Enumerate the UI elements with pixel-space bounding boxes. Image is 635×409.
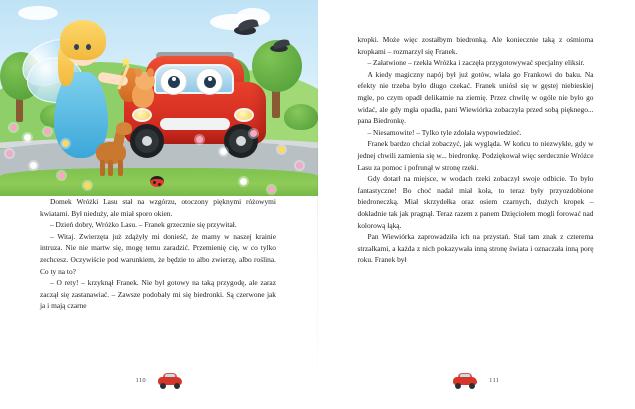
paragraph: A kiedy magiczny napój był już gotów, wlała go Frankowi do baku. Na efekty nie trzeba było długo czekać. Franek uniósł się w gęstej niebieskiej mgle, po czym opadł delikatnie na ziemię. Przez chwilę w ogóle nie było go widać, ale gdy mgła opadła, pani Wiewiórka zobaczyła przed sobą pięknego... pana Biedronkę. xyxy=(357,69,594,126)
paragraph: – Załatwione – rzekła Wróżka i zaczęła przygotowywać specjalny eliksir. xyxy=(367,58,585,68)
mini-car-icon xyxy=(158,373,182,388)
left-page-text xyxy=(40,196,276,312)
fairy-hair xyxy=(60,20,106,60)
deer-character xyxy=(92,120,134,176)
right-page-footer xyxy=(318,367,635,393)
bush-icon xyxy=(284,104,318,130)
flower-icon xyxy=(10,124,17,131)
right-page-text xyxy=(358,34,594,266)
car-headlight-right xyxy=(234,108,254,122)
car-wheel-left xyxy=(130,124,164,158)
scene-illustration xyxy=(0,0,318,196)
mini-car-icon xyxy=(453,373,477,388)
flower-icon xyxy=(268,186,275,193)
paragraph: kropki. Może więc zostałbym biedronką. Ale koniecznie taką z ośmioma kropkami – rozmarzył się Franek. xyxy=(357,35,594,56)
flower-icon xyxy=(250,130,257,137)
flower-icon xyxy=(240,178,247,185)
flower-icon xyxy=(84,182,91,189)
flower-icon xyxy=(24,134,31,141)
flower-icon xyxy=(196,136,203,143)
fairy-eye xyxy=(86,44,91,50)
paragraph: Pan Wiewiórka zaprowadziła ich na przystań. Stał tam znak z czterema strzałkami, a każda z nich pokazywała inną stronę świata i oznaczała inną porę roku. Franek był xyxy=(357,232,594,265)
flower-icon xyxy=(278,146,285,153)
fairy-eye xyxy=(74,44,79,50)
paragraph: – Witaj. Zwierzęta już zdążyły mi donieść, że mamy w naszej krainie intruza. Nie nie martw się, mogę temu zaradzić. Przemienię cię, w co tylko zechcesz. Oczywiście pod warunkiem, że będzie to albo zwierzę, albo roślina. Co ty na to? xyxy=(40,231,276,276)
flower-icon xyxy=(58,172,65,179)
flower-icon xyxy=(6,150,13,157)
ladybug-icon xyxy=(150,176,164,187)
paragraph: – Niesamowite! – Tylko tyle zdołała wypowiedzieć. xyxy=(367,127,522,137)
flower-icon xyxy=(220,148,227,155)
page-number: 110 xyxy=(135,376,146,384)
car-grille xyxy=(160,118,230,130)
flower-icon xyxy=(44,128,51,135)
flower-icon xyxy=(296,162,303,169)
flower-icon xyxy=(62,140,69,147)
car-eye-left xyxy=(160,68,187,95)
left-page-footer xyxy=(0,367,318,393)
paragraph: – Dzień dobry, Wróżko Lasu. – Franek grzecznie się przywitał. xyxy=(50,220,237,230)
book-gutter xyxy=(317,0,318,409)
paragraph: Franek bardzo chciał zobaczyć, jak wygląda. W końcu to niezwykłe, gdy w jednej chwili zamienia się w... biedronkę. Podziękował więc serdecznie Wróżce Lasu za pomoc i pofrunął w stronę rzeki. xyxy=(357,139,594,172)
bird-icon xyxy=(228,22,262,38)
paragraph: – O rety! – krzyknął Franek. Nie był gotowy na taką przygodę, ale zaraz zaczął się zastanawiać. – Zawsze podobały mi się biedronki. Są czerwone jak ja i mają czarne xyxy=(40,278,276,311)
paragraph: Gdy dotarł na miejsce, w wodach rzeki zobaczył swoje odbicie. To było fantastyczne! Bo choć nadal miał koła, to teraz były przyozdobione biedroneczką. Miał skrzydełka oraz osiem czarnych, dużych kropek – dokładnie tak jak pragnął. Teraz razem z panem Dzięciołem mogli forować nad kolorową łąką. xyxy=(357,174,594,230)
page-number: 111 xyxy=(489,376,500,384)
right-page xyxy=(318,0,635,409)
flower-icon xyxy=(30,162,37,169)
paragraph: Domek Wróżki Lasu stał na wzgórzu, otoczony pięknymi różowymi kwiatami. Był nieduży, ale miał sporo okien. xyxy=(40,197,276,218)
car-eye-right xyxy=(196,68,223,95)
